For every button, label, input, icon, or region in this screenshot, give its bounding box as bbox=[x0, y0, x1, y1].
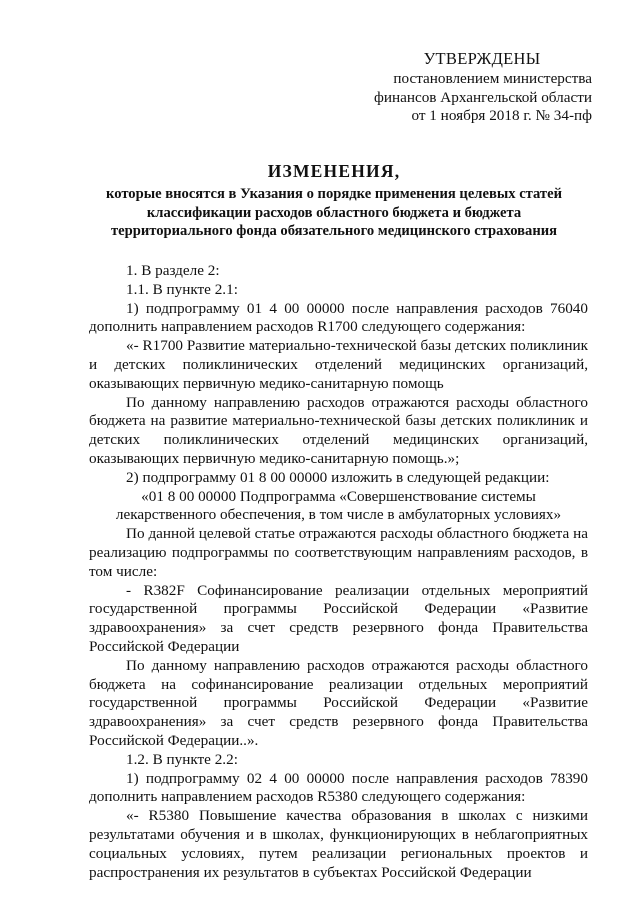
paragraph-section-2: 1. В разделе 2: bbox=[126, 262, 220, 279]
document-title bbox=[90, 162, 578, 241]
paragraph-r382f-description: По данному направлению расходов отражаются расходы областного бюджета на софинансирование реализации отдельных мероприятий государственной программы Российской Федерации «Развитие здравоохранения» за счет средств резервного фонда Правительства Российской Федерации..». bbox=[89, 656, 588, 749]
paragraph-r1700-title: «- R1700 Развитие материально-технической базы детских поликлиник и детских поликлинических отделений медицинских организаций, оказывающих первичную медико-санитарную помощь bbox=[89, 337, 588, 392]
paragraph-subprogram-title-line-1: «01 8 00 00000 Подпрограмма «Совершенствование системы bbox=[141, 487, 536, 505]
paragraph-r382f-title: - R382F Софинансирование реализации отдельных мероприятий государственной программы Российской Федерации «Развитие здравоохранения» за счет средств резервного фонда Правительства Российской Федерации bbox=[89, 581, 588, 655]
paragraph-point-2-2: 1.2. В пункте 2.2: bbox=[126, 750, 238, 768]
approval-stamp bbox=[372, 50, 592, 126]
title-main: ИЗМЕНЕНИЯ, bbox=[267, 161, 401, 181]
approval-heading: УТВЕРЖДЕНЫ bbox=[423, 49, 541, 68]
approval-line-3: от 1 ноября 2018 г. № 34-пф bbox=[411, 107, 592, 125]
paragraph-r1700-description: По данному направлению расходов отражаются расходы областного бюджета на развитие материально-технической базы детских поликлиник и детских поликлинических отделений медицинских организаций, оказывающих первичную медико-санитарную помощь.»; bbox=[89, 393, 588, 467]
title-sub-line-2: классификации расходов областного бюджета и бюджета bbox=[146, 204, 522, 221]
paragraph-item-1-r1700: 1) подпрограмму 01 4 00 00000 после направления расходов 76040 дополнить направлением расходов R1700 следующего содержания: bbox=[89, 299, 588, 336]
paragraph-item-2: 2) подпрограмму 01 8 00 00000 изложить в следующей редакции: bbox=[126, 468, 550, 486]
paragraph-subprogram-title-line-2: лекарственного обеспечения, в том числе в амбулаторных условиях» bbox=[115, 506, 562, 524]
paragraph-item-1-r5380: 1) подпрограмму 02 4 00 00000 после направления расходов 78390 дополнить направлением расходов R5380 следующего содержания: bbox=[89, 769, 588, 806]
approval-line-2: финансов Архангельской области bbox=[373, 88, 592, 106]
paragraph-r5380-title: «- R5380 Повышение качества образования в школах с низкими результатами обучения и в школах, функционирующих в неблагоприятных социальных условиях, путем реализации региональных проектов и распространения их результатов в субъектах Российской Федерации bbox=[89, 807, 588, 881]
title-sub-line-1: которые вносятся в Указания о порядке применения целевых статей bbox=[106, 185, 562, 202]
title-sub-line-3: территориального фонда обязательного медицинского страхования bbox=[110, 223, 558, 240]
paragraph-point-2-1: 1.1. В пункте 2.1: bbox=[126, 280, 238, 298]
approval-line-1: постановлением министерства bbox=[393, 69, 592, 87]
document-body bbox=[89, 262, 588, 882]
paragraph-subprogram-description: По данной целевой статье отражаются расходы областного бюджета на реализацию подпрограммы по соответствующим направлениям расходов, в том числе: bbox=[89, 525, 588, 580]
